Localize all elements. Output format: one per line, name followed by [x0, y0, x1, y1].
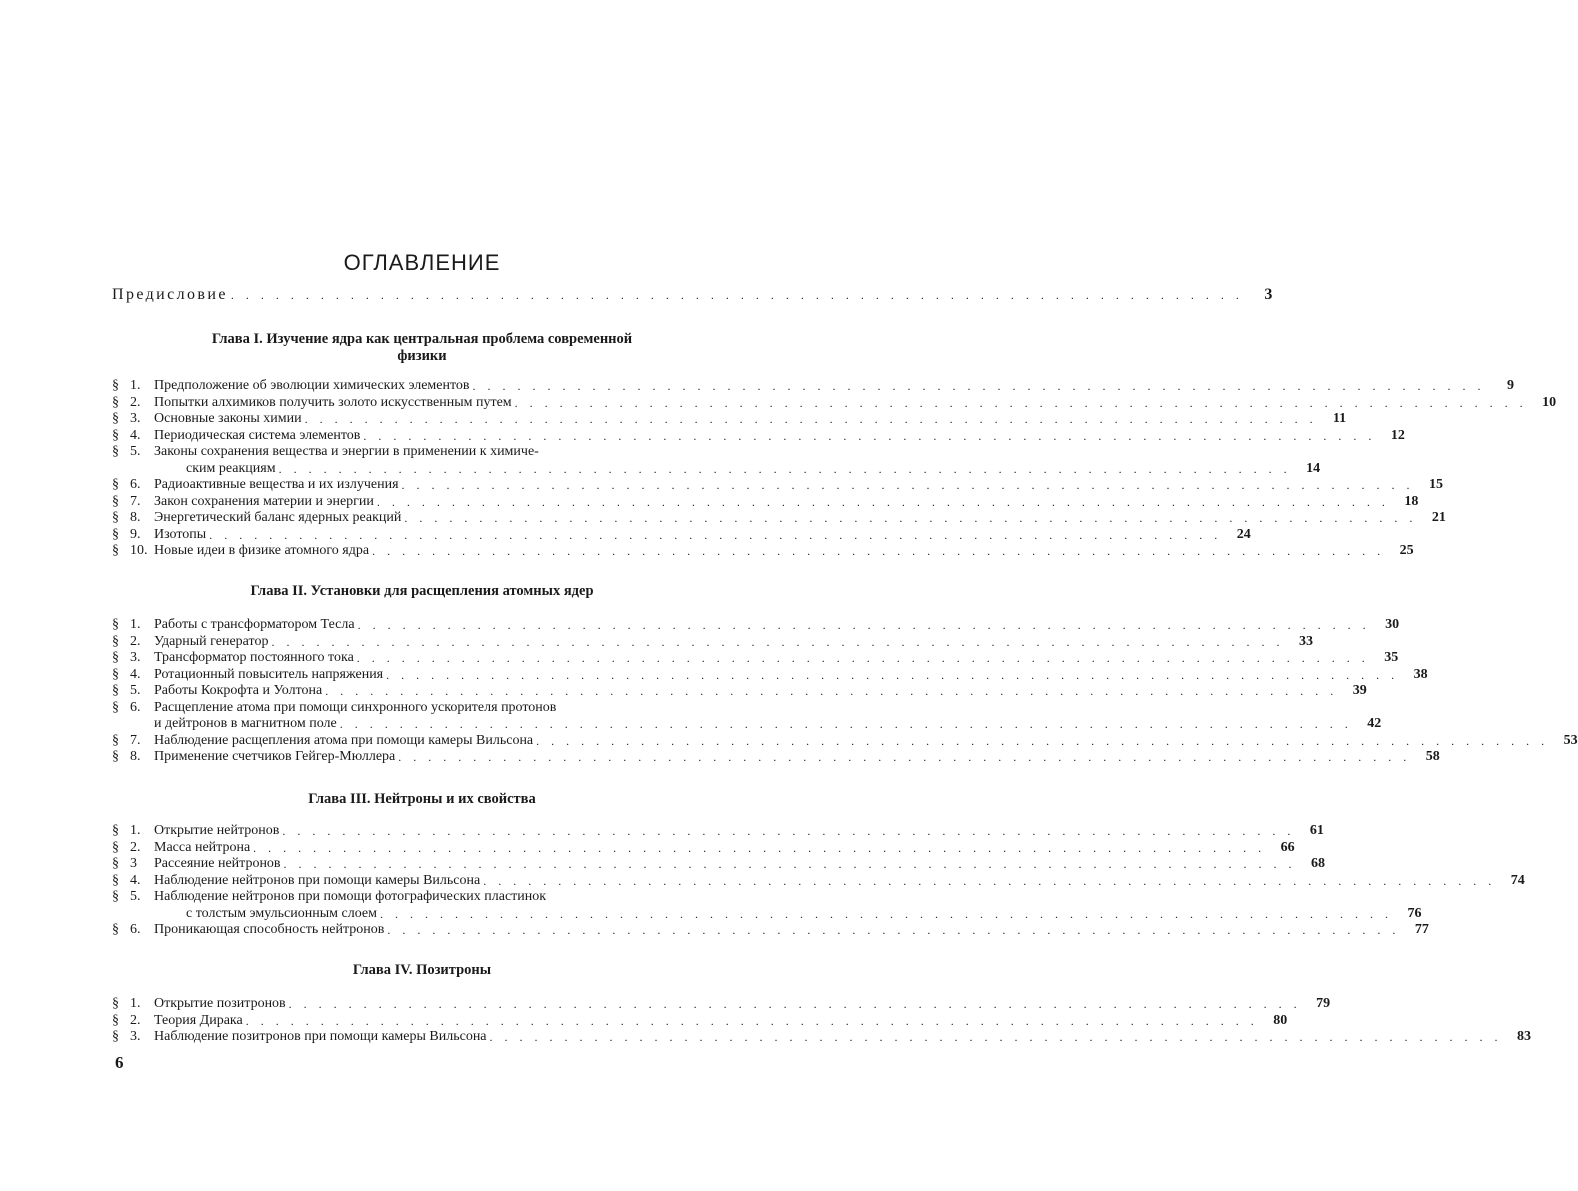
entry-page: 68 [1311, 856, 1326, 871]
entry-text: Трансформатор постоянного тока [154, 650, 354, 665]
toc-entry [112, 543, 1414, 560]
entry-text-continued: с толстым эмульсионным слоем [186, 905, 377, 921]
section-sign: § [112, 526, 119, 542]
toc-entry [112, 650, 1399, 667]
leader-dots: . . . . . . . . . . . . . . . . . . . . . . . . . . . . . . . . . . . . . . . . . . . . . . . . . . . . . . . . . . . . . . . . . . . . [282, 824, 1295, 838]
entry-text: Основные законы химии [154, 411, 302, 426]
entry-text: Изотопы [154, 526, 207, 542]
entry-text: Теория Дирака [154, 1012, 243, 1028]
entry-page: 14 [1306, 460, 1321, 476]
entry-number: 7. [130, 493, 141, 509]
toc-entry [112, 427, 1405, 445]
page-title: ОГЛАВЛЕНИЕ [343, 250, 501, 275]
section-sign: § [112, 1012, 119, 1028]
entry-number: 7. [130, 732, 141, 748]
entry-number: 1. [130, 378, 141, 393]
entry-page: 80 [1273, 1012, 1288, 1028]
entry-page: 18 [1404, 493, 1419, 509]
entry-text-continued: и дейтронов в магнитном поле [154, 716, 337, 731]
chapter-4-items [112, 996, 1532, 1046]
entry-text: Расщепление атома при помощи синхронного ускорителя протонов [154, 699, 557, 715]
leader-dots: . . . . . . . . . . . . . . . . . . . . . . . . . . . . . . . . . . . . . . . . . . . . . . . . . . . . . . . . . . . . . . . . . . . . [398, 750, 1411, 764]
entry-text: Работы с трансформатором Тесла [154, 617, 355, 632]
entry-number: 8. [130, 749, 141, 764]
chapter-1-heading [112, 331, 732, 365]
section-sign: § [112, 889, 119, 904]
section-sign: § [112, 477, 119, 492]
toc-entry [112, 699, 1382, 733]
entry-number: 1. [130, 996, 141, 1011]
entry-page: 12 [1390, 427, 1405, 443]
entry-number: 8. [130, 510, 141, 525]
entry-number: 1. [130, 823, 141, 838]
entry-page: 30 [1385, 617, 1400, 632]
entry-page: 66 [1280, 839, 1295, 855]
chapter-4-title: Глава IV. Позитроны [352, 962, 492, 978]
section-sign: § [112, 839, 119, 855]
entry-text: Закон сохранения материи и энергии [154, 493, 374, 509]
page-number: 6 [115, 1053, 124, 1072]
section-sign: § [112, 427, 119, 443]
entry-text: Законы сохранения вещества и энергии в применении к химиче- [154, 444, 539, 459]
entry-number: 5. [130, 444, 141, 459]
section-sign: § [112, 922, 119, 937]
chapter-3-heading [112, 791, 732, 808]
entry-page: 58 [1425, 749, 1440, 764]
section-sign: § [112, 996, 119, 1011]
leader-dots: . . . . . . . . . . . . . . . . . . . . . . . . . . . . . . . . . . . . . . . . . . . . . . . . . . . . . . . . . . . . . . . . . . . . [536, 733, 1549, 748]
entry-number: 6. [130, 699, 141, 715]
leader-dots: . . . . . . . . . . . . . . . . . . . . . . . . . . . . . . . . . . . . . . . . . . . . . . . . . . . . . . . . . . . . . . . . . . . . [489, 1030, 1503, 1044]
leader-dots: . . . . . . . . . . . . . . . . . . . . . . . . . . . . . . . . . . . . . . . . . . . . . . . . . . . . . . . . . . . . . . . . . . . . [325, 684, 1338, 698]
leader-dots: . . . . . . . . . . . . . . . . . . . . . . . . . . . . . . . . . . . . . . . . . . . . . . . . . . . . . . . . . . . . . . . . . . . . [230, 288, 1244, 302]
entry-page: 24 [1236, 526, 1251, 542]
toc-entry [112, 856, 1326, 873]
entry-page: 10 [1542, 394, 1557, 410]
section-sign: § [112, 1029, 119, 1044]
entry-page: 61 [1309, 823, 1324, 838]
section-sign: § [112, 444, 119, 459]
toc-entry [112, 683, 1367, 700]
toc-entry [112, 378, 1515, 395]
chapter-1-title-line1: Глава I. Изучение ядра как центральная проблема современной [211, 331, 633, 347]
section-sign: § [112, 856, 119, 871]
entry-text: Работы Кокрофта и Уолтона [154, 683, 323, 698]
entry-page: 42 [1367, 716, 1382, 731]
entry-number: 4. [130, 666, 141, 682]
entry-number: 2. [130, 1012, 141, 1028]
entry-page: 38 [1413, 666, 1428, 682]
entry-page: 15 [1429, 477, 1444, 492]
entry-text: Попытки алхимиков получить золото искусственным путем [154, 394, 512, 410]
leader-dots: . . . . . . . . . . . . . . . . . . . . . . . . . . . . . . . . . . . . . . . . . . . . . . . . . . . . . . . . . . . . . . . . . . . . [514, 395, 1528, 410]
entry-text: Открытие нейтронов [154, 823, 280, 838]
toc-entry [112, 510, 1446, 527]
preface-page: 3 [1264, 286, 1273, 303]
toc-entry [112, 526, 1251, 544]
toc-entry [112, 394, 1557, 412]
entry-text: Открытие позитронов [154, 996, 286, 1011]
toc-entry [112, 444, 1321, 477]
section-sign: § [112, 749, 119, 764]
entry-page: 79 [1316, 996, 1331, 1011]
entry-number: 9. [130, 526, 141, 542]
chapter-1-title-line2: физики [397, 348, 447, 364]
toc-entry [112, 749, 1440, 766]
entry-number: 3. [130, 411, 141, 426]
entry-number: 6. [130, 922, 141, 937]
entry-page: 33 [1298, 633, 1313, 649]
section-sign: § [112, 378, 119, 393]
entry-page: 77 [1414, 922, 1429, 937]
entry-text: Рассеяние нейтронов [154, 856, 281, 871]
entry-page: 53 [1563, 732, 1578, 748]
section-sign: § [112, 493, 119, 509]
leader-dots: . . . . . . . . . . . . . . . . . . . . . . . . . . . . . . . . . . . . . . . . . . . . . . . . . . . . . . . . . . . . . . . . . . . . [401, 478, 1415, 492]
leader-dots: . . . . . . . . . . . . . . . . . . . . . . . . . . . . . . . . . . . . . . . . . . . . . . . . . . . . . . . . . . . . . . . . . . . . [253, 840, 1266, 855]
toc-entry [112, 996, 1331, 1013]
entry-page: 76 [1407, 905, 1422, 921]
entry-text: Новые идеи в физике атомного ядра [154, 543, 370, 558]
toc-entry [112, 839, 1295, 857]
entry-number: 2. [130, 633, 141, 649]
entry-text: Масса нейтрона [154, 839, 251, 855]
leader-dots: . . . . . . . . . . . . . . . . . . . . . . . . . . . . . . . . . . . . . . . . . . . . . . . . . . . . . . . . . . . . . . . . . . . . [288, 997, 1302, 1011]
section-sign: § [112, 699, 119, 715]
chapter-3-title: Глава III. Нейтроны и их свойства [308, 791, 536, 807]
chapter-1-items [112, 378, 1557, 560]
leader-dots: . . . . . . . . . . . . . . . . . . . . . . . . . . . . . . . . . . . . . . . . . . . . . . . . . . . . . . . . . . . . . . . . . . . . [379, 906, 1393, 921]
leader-dots: . . . . . . . . . . . . . . . . . . . . . . . . . . . . . . . . . . . . . . . . . . . . . . . . . . . . . . . . . . . . . . . . . . . . [404, 511, 1417, 525]
leader-dots: . . . . . . . . . . . . . . . . . . . . . . . . . . . . . . . . . . . . . . . . . . . . . . . . . . . . . . . . . . . . . . . . . . . . [363, 428, 1376, 443]
leader-dots: . . . . . . . . . . . . . . . . . . . . . . . . . . . . . . . . . . . . . . . . . . . . . . . . . . . . . . . . . . . . . . . . . . . . [283, 857, 1297, 871]
section-sign: § [112, 872, 119, 888]
entry-number: 4. [130, 427, 141, 443]
section-sign: § [112, 650, 119, 665]
section-sign: § [112, 394, 119, 410]
leader-dots: . . . . . . . . . . . . . . . . . . . . . . . . . . . . . . . . . . . . . . . . . . . . . . . . . . . . . . . . . . . . . . . . . . . . [304, 412, 1318, 426]
toc-entry [112, 633, 1313, 651]
leader-dots: . . . . . . . . . . . . . . . . . . . . . . . . . . . . . . . . . . . . . . . . . . . . . . . . . . . . . . . . . . . . . . . . . . . . [386, 667, 1399, 682]
entry-text-continued: ским реакциям [186, 460, 276, 476]
leader-dots: . . . . . . . . . . . . . . . . . . . . . . . . . . . . . . . . . . . . . . . . . . . . . . . . . . . . . . . . . . . . . . . . . . . . [339, 717, 1353, 731]
section-sign: § [112, 510, 119, 525]
leader-dots: . . . . . . . . . . . . . . . . . . . . . . . . . . . . . . . . . . . . . . . . . . . . . . . . . . . . . . . . . . . . . . . . . . . . [278, 461, 1292, 476]
leader-dots: . . . . . . . . . . . . . . . . . . . . . . . . . . . . . . . . . . . . . . . . . . . . . . . . . . . . . . . . . . . . . . . . . . . . [209, 527, 1222, 542]
entry-text: Энергетический баланс ядерных реакций [154, 510, 402, 525]
entry-number: 4. [130, 872, 141, 888]
preface-label: Предисловие [112, 286, 228, 303]
entry-text: Радиоактивные вещества и их излучения [154, 477, 399, 492]
entry-number: 5. [130, 683, 141, 698]
preface-entry [112, 286, 1273, 304]
entry-text: Ударный генератор [154, 633, 269, 649]
toc-entry [112, 1029, 1532, 1046]
toc-entry [112, 493, 1419, 511]
section-sign: § [112, 732, 119, 748]
section-sign: § [112, 543, 119, 558]
toc-entry [112, 823, 1324, 840]
chapter-2-heading [112, 583, 732, 600]
toc-entry [112, 477, 1444, 494]
entry-number: 2. [130, 839, 141, 855]
entry-number: 3. [130, 650, 141, 665]
leader-dots: . . . . . . . . . . . . . . . . . . . . . . . . . . . . . . . . . . . . . . . . . . . . . . . . . . . . . . . . . . . . . . . . . . . . [376, 494, 1390, 509]
entry-number: 2. [130, 394, 141, 410]
section-sign: § [112, 633, 119, 649]
entry-page: 25 [1399, 543, 1414, 558]
entry-page: 21 [1431, 510, 1446, 525]
section-sign: § [112, 411, 119, 426]
entry-number: 6. [130, 477, 141, 492]
entry-text: Ротационный повыситель напряжения [154, 666, 384, 682]
entry-text: Проникающая способность нейтронов [154, 922, 385, 937]
entry-page: 9 [1507, 378, 1515, 393]
leader-dots: . . . . . . . . . . . . . . . . . . . . . . . . . . . . . . . . . . . . . . . . . . . . . . . . . . . . . . . . . . . . . . . . . . . . [356, 651, 1370, 665]
entry-number: 10. [130, 543, 148, 558]
chapter-4-heading [112, 962, 732, 979]
entry-text: Периодическая система элементов [154, 427, 361, 443]
entry-text: Применение счетчиков Гейгер-Мюллера [154, 749, 396, 764]
entry-text: Предположение об эволюции химических элементов [154, 378, 470, 393]
leader-dots: . . . . . . . . . . . . . . . . . . . . . . . . . . . . . . . . . . . . . . . . . . . . . . . . . . . . . . . . . . . . . . . . . . . . [483, 873, 1496, 888]
entry-page: 83 [1517, 1029, 1532, 1044]
chapter-2-title: Глава II. Установки для расщепления атомных ядер [250, 583, 594, 599]
entry-text: Наблюдение позитронов при помощи камеры Вильсона [154, 1029, 487, 1044]
entry-text: Наблюдение нейтронов при помощи фотографических пластинок [154, 889, 547, 904]
entry-number: 5. [130, 889, 141, 904]
leader-dots: . . . . . . . . . . . . . . . . . . . . . . . . . . . . . . . . . . . . . . . . . . . . . . . . . . . . . . . . . . . . . . . . . . . . [357, 618, 1371, 632]
leader-dots: . . . . . . . . . . . . . . . . . . . . . . . . . . . . . . . . . . . . . . . . . . . . . . . . . . . . . . . . . . . . . . . . . . . . [271, 634, 1284, 649]
leader-dots: . . . . . . . . . . . . . . . . . . . . . . . . . . . . . . . . . . . . . . . . . . . . . . . . . . . . . . . . . . . . . . . . . . . . [387, 923, 1400, 937]
chapter-3-items [112, 823, 1525, 939]
entry-number: 3. [130, 1029, 141, 1044]
entry-number: 3 [130, 856, 137, 871]
entry-page: 39 [1352, 683, 1367, 698]
toc-entry [112, 1012, 1288, 1030]
toc-entry [112, 732, 1578, 750]
toc-entry [112, 411, 1347, 428]
section-sign: § [112, 666, 119, 682]
section-sign: § [112, 617, 119, 632]
toc-entry [112, 872, 1525, 890]
leader-dots: . . . . . . . . . . . . . . . . . . . . . . . . . . . . . . . . . . . . . . . . . . . . . . . . . . . . . . . . . . . . . . . . . . . . [372, 544, 1385, 558]
entry-page: 74 [1510, 872, 1525, 888]
toc-entry [112, 922, 1429, 939]
leader-dots: . . . . . . . . . . . . . . . . . . . . . . . . . . . . . . . . . . . . . . . . . . . . . . . . . . . . . . . . . . . . . . . . . . . . [472, 379, 1486, 393]
section-sign: § [112, 683, 119, 698]
entry-text: Наблюдение расщепления атома при помощи камеры Вильсона [154, 732, 534, 748]
entry-number: 1. [130, 617, 141, 632]
chapter-2-items [112, 617, 1578, 766]
section-sign: § [112, 823, 119, 838]
leader-dots: . . . . . . . . . . . . . . . . . . . . . . . . . . . . . . . . . . . . . . . . . . . . . . . . . . . . . . . . . . . . . . . . . . . . [245, 1013, 1259, 1028]
entry-page: 11 [1332, 411, 1347, 426]
entry-text: Наблюдение нейтронов при помощи камеры Вильсона [154, 872, 481, 888]
toc-entry [112, 666, 1428, 684]
entry-page: 35 [1384, 650, 1399, 665]
toc-entry [112, 617, 1400, 634]
toc-entry [112, 889, 1422, 922]
